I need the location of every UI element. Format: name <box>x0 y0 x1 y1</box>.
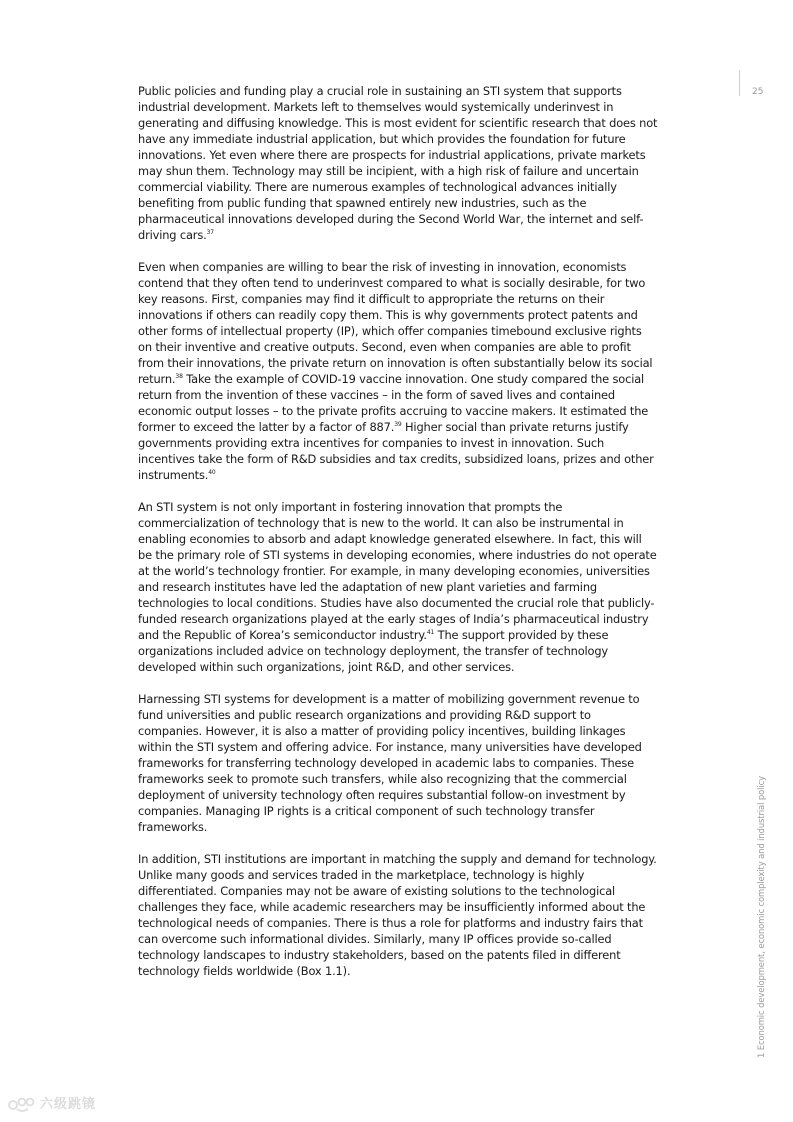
paragraph-text: Harnessing STI systems for development is a matter of mobilizing government revenue to fund universities and public research organizations and providing R&D support to companies. However, it is also a matter of providing policy incentives, building linkages within the STI system and offering advice. For instance, many universities have developed frameworks for transferring technology developed in academic labs to companies. These frameworks seek to promote such transfers, while also recognizing that the commercial deployment of university technology often requires substantial follow-on investment by companies. Managing IP rights is a critical component of such technology transfer frameworks. <box>138 692 642 834</box>
watermark <box>8 1096 96 1114</box>
footnote-ref: 39 <box>394 421 402 428</box>
paragraph-4 <box>138 691 658 835</box>
page-number-divider <box>739 70 740 96</box>
watermark-text: 六级跳镜 <box>40 1097 97 1112</box>
paragraph-2 <box>138 259 658 483</box>
page-number: 25 <box>752 87 764 97</box>
paragraph-3 <box>138 499 658 675</box>
watermark-logo-icon <box>8 1096 36 1114</box>
body-text <box>138 83 658 995</box>
paragraph-text: Even when companies are willing to bear the risk of investing in innovation, economists contend that they often tend to underinvest compared to what is socially desirable, for two key reasons. First, companies may find it difficult to appropriate the returns on their innovations if others can readily copy them. This is why governments protect patents and other forms of intellectual property (IP), which offer companies timebound exclusive rights on their inventive and creative outputs. Second, even when companies are able to profit from their innovations, the private return on innovation is often substantially below its social return. <box>138 260 653 386</box>
running-chapter-title: 1 Economic development, economic complexity and industrial policy <box>756 776 766 1058</box>
paragraph-text: Higher social than private returns justify governments providing extra incentives for companies to invest in innovation. Such incentives take the form of R&D subsidies and tax credits, subsidized loans, prizes and other instruments. <box>138 420 654 482</box>
paragraph-1 <box>138 83 658 243</box>
paragraph-text: Public policies and funding play a crucial role in sustaining an STI system that supports industrial development. Markets left to themselves would systemically underinvest in generating and diffusing knowledge. This is most evident for scientific research that does not have any immediate industrial application, but which provides the foundation for future innovations. Yet even where there are prospects for industrial applications, private markets may shun them. Technology may still be incipient, with a high risk of failure and uncertain commercial viability. There are numerous examples of technological advances initially benefiting from public funding that spawned entirely new industries, such as the pharmaceutical innovations developed during the Second World War, the internet and self-driving cars. <box>138 84 658 242</box>
footnote-ref: 40 <box>208 469 216 476</box>
paragraph-text: Take the example of COVID-19 vaccine innovation. One study compared the social return from the invention of these vaccines – in the form of saved lives and contained economic output losses – to the private profits accruing to vaccine makers. It estimated the former to exceed the latter by a factor of 887. <box>138 372 649 434</box>
footnote-ref: 37 <box>206 229 214 236</box>
paragraph-text: In addition, STI institutions are important in matching the supply and demand for technology. Unlike many goods and services traded in the marketplace, technology is highly differentiated. Companies may not be aware of existing solutions to the technological challenges they face, while academic researchers may be insufficiently informed about the technological needs of companies. There is thus a role for platforms and industry fairs that can overcome such informational divides. Similarly, many IP offices provide so-called technology landscapes to industry stakeholders, based on the patents filed in different technology fields worldwide (Box 1.1). <box>138 852 657 978</box>
paragraph-5 <box>138 851 658 979</box>
paragraph-text: The support provided by these organizations included advice on technology deployment, the transfer of technology developed within such organizations, joint R&D, and other services. <box>138 628 609 674</box>
footnote-ref: 38 <box>175 373 183 380</box>
footnote-ref: 41 <box>426 629 435 636</box>
paragraph-text: An STI system is not only important in fostering innovation that prompts the commercialization of technology that is new to the world. It can also be instrumental in enabling economies to absorb and adapt knowledge generated elsewhere. In fact, this will be the primary role of STI systems in developing economies, where industries do not operate at the world’s technology frontier. For example, in many developing economies, universities and research institutes have led the adaptation of new plant varieties and farming technologies to local conditions. Studies have also documented the crucial role that publicly-funded research organizations played at the early stages of India’s pharmaceutical industry and the Republic of Korea’s semiconductor industry. <box>138 500 657 642</box>
